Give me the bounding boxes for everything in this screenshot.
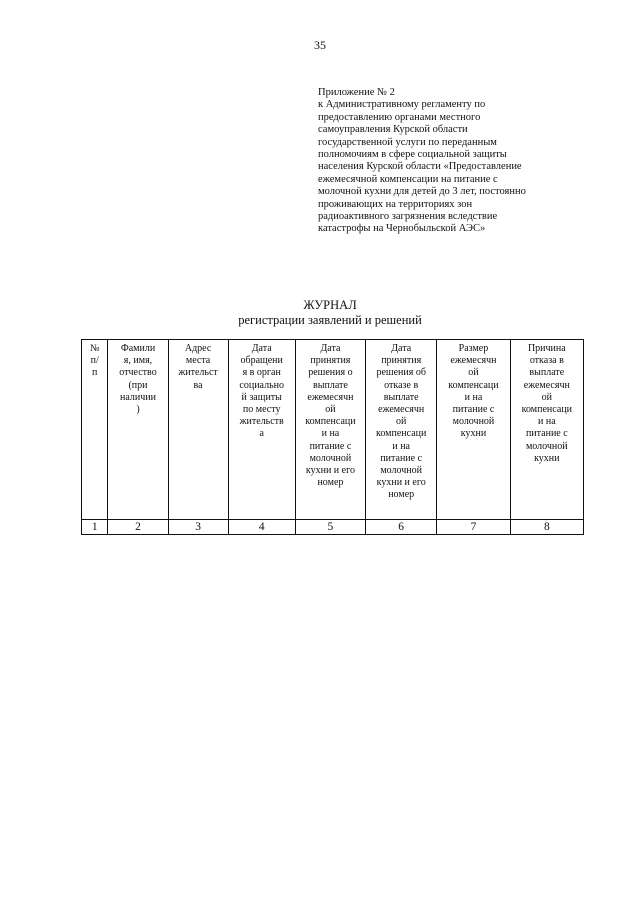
column-header-line: отказе в [384,379,419,391]
column-header-line: решения об [376,367,426,379]
column-header-line: ) [136,404,140,416]
column-header-line: питание с [452,404,495,416]
column-header-line: принятия [381,355,422,367]
column-header-line: ежемесячн [307,391,354,403]
column-header-line: я в орган [242,367,281,379]
column-header-line: кухни и его [376,477,426,489]
column-header-line: а [259,428,264,440]
column-number: 5 [295,520,365,535]
column-header-line: места [185,355,211,367]
column-header-line: выплате [529,367,565,379]
journal-table [81,339,584,535]
column-header-line: компенсаци [521,404,572,416]
column-header-line: по месту [242,404,281,416]
column-number: 2 [108,520,168,535]
column-header [295,340,365,520]
column-number: 6 [366,520,437,535]
column-header-line: (при [128,379,148,391]
column-header-line: кухни [460,428,487,440]
column-header-line: и на [321,428,340,440]
journal-title: ЖУРНАЛ [303,298,357,312]
column-header-line: молочной [309,452,352,464]
page-number: 35 [314,38,326,52]
column-header-line: жительств [239,416,284,428]
column-header-line: Фамили [120,343,156,354]
appendix-line: проживающих на территориях зон [318,198,473,210]
column-header-line: молочной [452,416,495,428]
column-header-line: ой [468,367,479,379]
column-header-line: п [92,367,98,379]
column-header-line: молочной [380,465,423,477]
appendix-line: к Административному регламенту по [318,99,486,111]
column-header-line: ежемесячн [450,355,497,367]
column-header-line: Дата [391,343,412,354]
column-header-line: жительст [178,367,218,379]
column-header-line: ой [396,416,407,428]
appendix-line: полномочиям в сфере социальной защиты [318,149,507,161]
column-header-line: обращени [240,355,283,367]
column-header-line: отчество [119,367,157,379]
column-header-line: ой [541,391,552,403]
column-header-line: п/ [90,355,99,367]
column-header [228,340,295,520]
column-header-line: и на [392,440,410,452]
column-header-line: номер [317,477,344,489]
column-number: 7 [437,520,510,535]
journal-title-block [0,298,640,328]
column-header-line: наличии [120,391,156,403]
column-number: 1 [82,520,108,535]
appendix-line: Приложение № 2 [318,87,395,98]
column-header-line: ежемесячн [378,404,425,416]
column-header-line: № [89,343,100,354]
column-header [82,340,108,520]
appendix-line: ежемесячной компенсации на питание с [318,173,498,185]
column-header-line: кухни и его [305,465,355,477]
column-header-line: отказа в [529,355,564,367]
column-header-line: компенсаци [376,428,427,440]
column-header-line: социально [239,379,284,391]
journal-header-row [82,340,584,520]
appendix-block [318,87,590,236]
column-header [108,340,168,520]
column-header [510,340,583,520]
column-header-line: питание с [380,452,423,464]
column-header-line: питание с [309,440,352,452]
column-header [168,340,228,520]
column-header-line: я, имя, [123,355,153,367]
journal-subtitle: регистрации заявлений и решений [238,313,422,327]
appendix-line: государственной услуги по переданным [318,136,497,148]
column-header-line: принятия [310,355,351,367]
column-header-line: выплате [313,379,348,391]
column-header-line: решения о [308,367,353,379]
column-header-line: компенсаци [305,416,356,428]
journal-number-row [82,520,584,535]
column-header-line: ва [193,379,203,391]
appendix-line: молочной кухни для детей до 3 лет, постоянно [318,186,526,198]
column-header-line: молочной [525,440,568,452]
column-number: 8 [510,520,583,535]
appendix-line: катастрофы на Чернобыльской АЭС» [318,223,486,235]
column-number: 4 [228,520,295,535]
column-header-line: номер [388,489,415,501]
column-header-line: ежемесячн [523,379,570,391]
column-header-line: й защиты [241,391,282,403]
column-header-line: Размер [458,343,489,354]
appendix-line: радиоактивного загрязнения вследствие [318,211,498,223]
column-header-line: кухни [534,452,560,464]
appendix-line: населения Курской области «Предоставление [318,161,522,173]
column-header [366,340,437,520]
column-header-line: Дата [320,343,341,354]
column-header-line: выплате [383,391,419,403]
column-header-line: ой [325,404,336,416]
column-header-line: Дата [251,343,272,354]
column-header-line: компенсаци [448,379,499,391]
column-header-line: питание с [525,428,568,440]
column-header-line: Адрес [184,343,212,354]
column-header-line: и на [464,391,483,403]
column-header [437,340,510,520]
column-header-line: Причина [527,343,566,354]
appendix-line: предоставлению органами местного [318,111,481,123]
column-header-line: и на [537,416,556,428]
appendix-line: самоуправления Курской области [318,124,468,136]
column-number: 3 [168,520,228,535]
